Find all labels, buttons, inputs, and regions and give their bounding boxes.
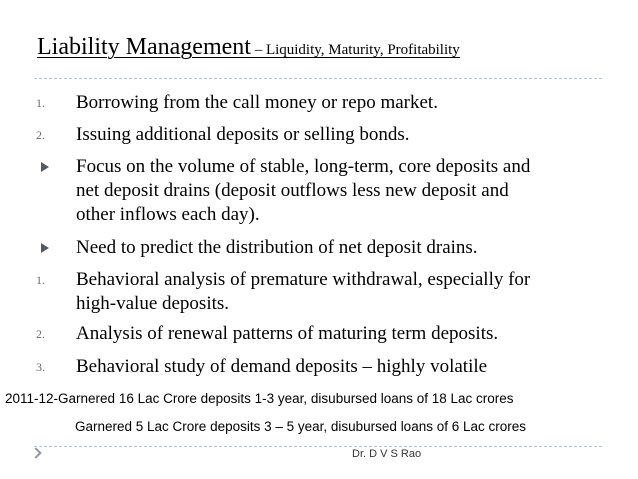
list-number: 1. xyxy=(36,273,45,287)
slide-title xyxy=(37,34,460,61)
note-line-1: 2011-12-Garnered 16 Lac Crore deposits 1-3 year, disubursed loans of 18 Lac crores xyxy=(5,391,514,406)
list-item-text: Need to predict the distribution of net deposit drains. xyxy=(76,237,478,258)
chevron-right-icon xyxy=(30,447,41,458)
triangle-bullet-icon xyxy=(41,162,49,172)
list-number: 2. xyxy=(36,327,45,341)
list-item-text: Borrowing from the call money or repo market. xyxy=(76,92,438,113)
list-item-text: net deposit drains (deposit outflows less new deposit and xyxy=(76,180,509,201)
list-number: 2. xyxy=(36,128,45,142)
note-line-2: Garnered 5 Lac Crore deposits 3 – 5 year, disubursed loans of 6 Lac crores xyxy=(75,419,527,434)
title-subtitle: – Liquidity, Maturity, Profitability xyxy=(250,42,460,58)
list-item-text: Behavioral study of demand deposits – highly volatile xyxy=(76,356,488,377)
list-number: 3. xyxy=(36,360,45,374)
list-number: 1. xyxy=(36,96,45,110)
footer-author: Dr. D V S Rao xyxy=(352,448,422,460)
title-divider xyxy=(34,78,602,79)
title-main: Liability Management xyxy=(37,34,251,60)
footer-divider xyxy=(34,446,602,447)
list-item-text: Issuing additional deposits or selling bonds. xyxy=(76,124,410,145)
list-item-text: Focus on the volume of stable, long-term, core deposits and xyxy=(76,156,531,177)
list-item-text: high-value deposits. xyxy=(76,293,230,314)
list-item-text: Behavioral analysis of premature withdrawal, especially for xyxy=(76,269,531,290)
triangle-bullet-icon xyxy=(41,243,49,253)
list-item-text: Analysis of renewal patterns of maturing term deposits. xyxy=(76,323,499,344)
list-item-text: other inflows each day). xyxy=(76,204,260,225)
